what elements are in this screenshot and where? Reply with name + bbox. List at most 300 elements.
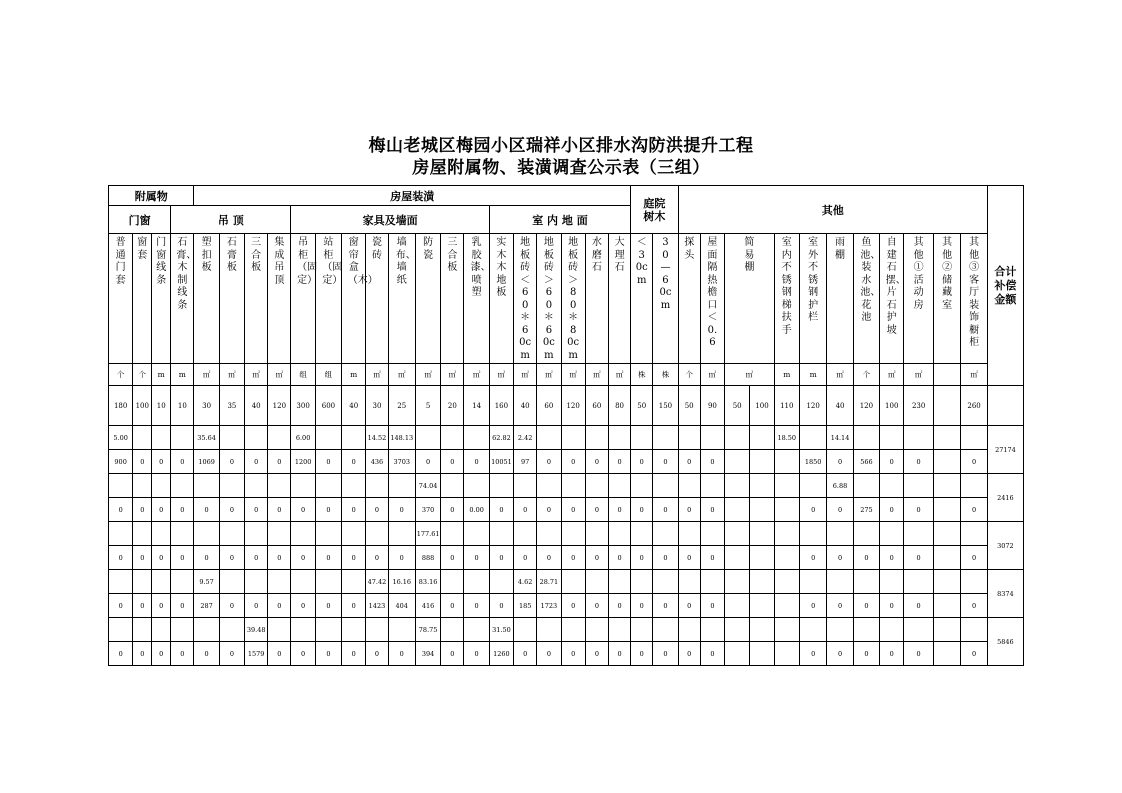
price-cell: 100	[133, 386, 152, 426]
amount-cell: 416	[415, 594, 440, 618]
qty-cell	[464, 426, 489, 450]
column-header: 室外不锈钢护栏	[799, 234, 826, 364]
column-header: 集成吊顶	[268, 234, 291, 364]
qty-cell	[700, 570, 724, 594]
qty-cell: 14.52	[366, 426, 388, 450]
amount-cell: 0	[342, 594, 366, 618]
qty-cell	[291, 618, 315, 642]
qty-cell	[152, 522, 171, 546]
qty-cell	[388, 522, 415, 546]
unit-cell: 株	[653, 364, 678, 386]
qty-cell	[342, 474, 366, 498]
amount-cell: 0	[109, 546, 133, 570]
amount-cell: 0	[315, 642, 341, 666]
unit-cell: ㎡	[700, 364, 724, 386]
group-dimian: 室 内 地 面	[489, 206, 630, 234]
qty-cell	[904, 474, 934, 498]
amount-cell: 0	[171, 546, 194, 570]
qty-cell	[464, 474, 489, 498]
qty-cell	[725, 522, 750, 546]
qty-cell	[608, 618, 630, 642]
amount-cell: 0	[152, 450, 171, 474]
qty-cell	[171, 426, 194, 450]
amount-cell: 0	[904, 450, 934, 474]
qty-cell	[853, 474, 879, 498]
amount-cell: 0	[342, 642, 366, 666]
amount-cell: 1260	[489, 642, 513, 666]
price-cell: 60	[537, 386, 561, 426]
qty-cell	[219, 474, 244, 498]
qty-cell: 47.42	[366, 570, 388, 594]
qty-cell: 28.71	[537, 570, 561, 594]
qty-cell	[961, 570, 988, 594]
qty-cell	[133, 426, 152, 450]
amount-cell: 566	[853, 450, 879, 474]
qty-cell	[561, 474, 585, 498]
column-header: 塑扣板	[194, 234, 219, 364]
price-cell: 100	[750, 386, 774, 426]
amount-cell	[774, 450, 799, 474]
group-tingyuan: 庭院树木	[631, 186, 678, 234]
price-cell: 35	[219, 386, 244, 426]
qty-cell	[342, 426, 366, 450]
unit-cell: ㎡	[388, 364, 415, 386]
unit-cell: ㎡	[961, 364, 988, 386]
unit-cell: m	[152, 364, 171, 386]
qty-cell	[415, 426, 440, 450]
qty-cell	[291, 570, 315, 594]
qty-cell	[291, 474, 315, 498]
qty-cell: 5.00	[109, 426, 133, 450]
qty-cell	[441, 570, 464, 594]
title-line-2: 房屋附属物、装潢调查公示表（三组）	[412, 158, 710, 178]
column-header: 三合板	[441, 234, 464, 364]
amount-cell: 0	[537, 546, 561, 570]
amount-cell: 0	[315, 450, 341, 474]
amount-cell: 0	[700, 498, 724, 522]
amount-cell: 0	[514, 642, 537, 666]
qty-cell	[827, 618, 853, 642]
amount-cell	[750, 498, 774, 522]
qty-cell	[194, 522, 219, 546]
qty-cell	[171, 618, 194, 642]
amount-cell: 275	[853, 498, 879, 522]
unit-cell: ㎡	[366, 364, 388, 386]
amount-cell: 0	[388, 546, 415, 570]
qty-cell	[585, 474, 608, 498]
qty-cell	[774, 522, 799, 546]
column-header: 防瓷	[415, 234, 440, 364]
qty-cell	[441, 474, 464, 498]
amount-cell: 370	[415, 498, 440, 522]
amount-cell: 0	[268, 546, 291, 570]
qty-cell	[489, 474, 513, 498]
qty-cell	[750, 522, 774, 546]
amount-cell: 0	[880, 498, 904, 522]
price-cell: 40	[514, 386, 537, 426]
qty-cell	[342, 618, 366, 642]
amount-cell: 0	[700, 594, 724, 618]
amount-cell: 0	[464, 594, 489, 618]
group-qita: 其他	[678, 186, 987, 234]
total-blank	[987, 386, 1023, 426]
qty-cell	[933, 618, 960, 642]
column-header: 乳胶漆、喷塑	[464, 234, 489, 364]
qty-cell	[152, 570, 171, 594]
qty-cell	[631, 474, 653, 498]
amount-cell: 0	[561, 642, 585, 666]
amount-cell: 0	[700, 546, 724, 570]
qty-cell	[366, 522, 388, 546]
qty-cell	[342, 522, 366, 546]
qty-cell	[608, 474, 630, 498]
amount-cell: 888	[415, 546, 440, 570]
unit-cell: ㎡	[514, 364, 537, 386]
amount-cell: 0	[388, 498, 415, 522]
amount-cell: 0	[561, 450, 585, 474]
amount-cell	[933, 546, 960, 570]
price-cell: 260	[961, 386, 988, 426]
amount-cell: 0	[827, 498, 853, 522]
amount-cell: 0	[537, 450, 561, 474]
amount-cell: 0	[268, 450, 291, 474]
amount-cell: 0	[585, 450, 608, 474]
qty-cell: 31.50	[489, 618, 513, 642]
column-header: 简易棚	[725, 234, 775, 364]
amount-cell: 0	[827, 450, 853, 474]
column-header: 瓷砖	[366, 234, 388, 364]
amount-cell: 0	[799, 498, 826, 522]
amount-cell: 1200	[291, 450, 315, 474]
unit-cell: ㎡	[880, 364, 904, 386]
qty-cell	[631, 618, 653, 642]
price-cell: 5	[415, 386, 440, 426]
amount-cell: 0	[194, 546, 219, 570]
amount-cell: 0	[904, 594, 934, 618]
qty-cell	[315, 474, 341, 498]
price-cell: 50	[725, 386, 750, 426]
unit-cell: ㎡	[608, 364, 630, 386]
qty-cell	[219, 618, 244, 642]
price-cell: 40	[827, 386, 853, 426]
amount-cell: 0	[245, 450, 268, 474]
price-cell: 160	[489, 386, 513, 426]
amount-cell: 287	[194, 594, 219, 618]
amount-cell: 0	[631, 642, 653, 666]
price-cell: 110	[774, 386, 799, 426]
qty-cell	[133, 570, 152, 594]
qty-cell	[904, 426, 934, 450]
price-cell: 25	[388, 386, 415, 426]
price-cell: 30	[366, 386, 388, 426]
price-cell: 120	[799, 386, 826, 426]
amount-cell	[774, 642, 799, 666]
unit-cell: m	[171, 364, 194, 386]
amount-cell	[725, 642, 750, 666]
qty-cell	[441, 522, 464, 546]
qty-cell	[585, 618, 608, 642]
qty-cell	[700, 474, 724, 498]
amount-cell: 900	[109, 450, 133, 474]
price-cell: 120	[268, 386, 291, 426]
amount-cell: 0	[904, 498, 934, 522]
qty-cell: 35.64	[194, 426, 219, 450]
amount-cell: 0	[315, 594, 341, 618]
column-header: 地板砖＞60＊60cm	[537, 234, 561, 364]
qty-cell	[561, 618, 585, 642]
qty-cell	[961, 618, 988, 642]
amount-cell	[725, 594, 750, 618]
price-cell: 100	[880, 386, 904, 426]
amount-cell: 0	[245, 546, 268, 570]
amount-cell: 0	[631, 450, 653, 474]
amount-cell: 0	[585, 594, 608, 618]
qty-cell	[827, 570, 853, 594]
amount-cell: 0	[464, 546, 489, 570]
qty-cell	[631, 426, 653, 450]
qty-cell	[933, 426, 960, 450]
amount-cell: 0	[961, 594, 988, 618]
qty-cell	[961, 522, 988, 546]
amount-cell: 0	[171, 594, 194, 618]
qty-cell	[219, 522, 244, 546]
qty-cell	[653, 426, 678, 450]
amount-cell: 0	[245, 498, 268, 522]
qty-cell	[853, 618, 879, 642]
qty-cell	[585, 522, 608, 546]
unit-cell: ㎡	[585, 364, 608, 386]
amount-cell	[774, 498, 799, 522]
unit-cell	[933, 364, 960, 386]
amount-cell: 0	[219, 642, 244, 666]
qty-cell: 14.14	[827, 426, 853, 450]
qty-cell	[750, 426, 774, 450]
amount-cell	[725, 450, 750, 474]
qty-cell	[678, 426, 700, 450]
qty-cell	[152, 426, 171, 450]
column-header: 30—60cm	[653, 234, 678, 364]
amount-cell: 0	[109, 498, 133, 522]
price-cell: 10	[171, 386, 194, 426]
qty-cell	[608, 570, 630, 594]
qty-cell	[194, 474, 219, 498]
qty-cell	[537, 426, 561, 450]
amount-cell: 0.00	[464, 498, 489, 522]
qty-cell	[653, 522, 678, 546]
price-cell: 80	[608, 386, 630, 426]
amount-cell: 0	[653, 450, 678, 474]
qty-cell	[608, 522, 630, 546]
qty-cell	[961, 426, 988, 450]
amount-cell: 0	[489, 546, 513, 570]
amount-cell: 0	[366, 642, 388, 666]
qty-cell	[219, 570, 244, 594]
unit-cell: 组	[291, 364, 315, 386]
qty-cell	[880, 618, 904, 642]
price-cell: 14	[464, 386, 489, 426]
qty-cell	[537, 618, 561, 642]
total-header: 合计补偿金额	[987, 186, 1023, 386]
qty-cell	[725, 570, 750, 594]
amount-cell	[750, 546, 774, 570]
household-total: 3072	[987, 522, 1023, 570]
unit-cell: ㎡	[725, 364, 775, 386]
unit-cell: m	[799, 364, 826, 386]
column-header: 室内不锈钢梯扶手	[774, 234, 799, 364]
qty-cell	[561, 570, 585, 594]
column-header: 窗套	[133, 234, 152, 364]
qty-cell	[631, 570, 653, 594]
qty-cell	[366, 474, 388, 498]
amount-cell	[774, 546, 799, 570]
group-jiaju: 家具及墙面	[291, 206, 489, 234]
amount-cell: 0	[961, 498, 988, 522]
column-header: 实木木地板	[489, 234, 513, 364]
price-cell: 90	[700, 386, 724, 426]
amount-cell: 0	[631, 498, 653, 522]
qty-cell	[514, 618, 537, 642]
amount-cell: 0	[631, 546, 653, 570]
amount-cell: 0	[678, 642, 700, 666]
qty-cell	[245, 426, 268, 450]
qty-cell	[133, 474, 152, 498]
qty-cell	[880, 570, 904, 594]
unit-cell: 个	[853, 364, 879, 386]
price-cell: 300	[291, 386, 315, 426]
amount-cell: 0	[133, 642, 152, 666]
qty-cell	[464, 618, 489, 642]
amount-cell: 0	[133, 498, 152, 522]
unit-cell: ㎡	[827, 364, 853, 386]
amount-cell: 3703	[388, 450, 415, 474]
qty-cell	[799, 474, 826, 498]
qty-cell	[678, 474, 700, 498]
amount-cell	[750, 594, 774, 618]
group-zhuanghuang: 房屋装潢	[194, 186, 631, 206]
amount-cell: 0	[342, 546, 366, 570]
amount-cell: 0	[464, 450, 489, 474]
amount-cell: 0	[961, 642, 988, 666]
qty-cell	[152, 474, 171, 498]
amount-cell: 0	[608, 546, 630, 570]
qty-cell	[268, 426, 291, 450]
qty-cell	[653, 570, 678, 594]
amount-cell: 0	[342, 498, 366, 522]
qty-cell	[315, 570, 341, 594]
amount-cell: 185	[514, 594, 537, 618]
column-header: 探头	[678, 234, 700, 364]
qty-cell	[774, 570, 799, 594]
qty-cell: 177.61	[415, 522, 440, 546]
qty-cell	[700, 522, 724, 546]
qty-cell	[653, 618, 678, 642]
qty-cell	[700, 618, 724, 642]
qty-cell: 18.50	[774, 426, 799, 450]
qty-cell	[561, 426, 585, 450]
amount-cell	[933, 594, 960, 618]
price-cell: 60	[585, 386, 608, 426]
amount-cell: 0	[880, 594, 904, 618]
amount-cell: 0	[653, 546, 678, 570]
amount-cell: 0	[366, 498, 388, 522]
amount-cell: 394	[415, 642, 440, 666]
amount-cell: 0	[441, 546, 464, 570]
qty-cell	[109, 618, 133, 642]
unit-cell: 个	[109, 364, 133, 386]
column-header: 大理石	[608, 234, 630, 364]
qty-cell	[342, 570, 366, 594]
unit-cell: ㎡	[489, 364, 513, 386]
qty-cell	[678, 618, 700, 642]
qty-cell	[464, 522, 489, 546]
qty-cell	[561, 522, 585, 546]
amount-cell: 0	[537, 498, 561, 522]
amount-cell: 0	[152, 642, 171, 666]
qty-cell	[853, 522, 879, 546]
amount-cell: 0	[561, 594, 585, 618]
qty-cell	[933, 474, 960, 498]
column-header: 石膏、木制线条	[171, 234, 194, 364]
amount-cell: 404	[388, 594, 415, 618]
qty-cell	[245, 522, 268, 546]
qty-cell	[725, 426, 750, 450]
group-fushuwu: 附属物	[109, 186, 194, 206]
amount-cell: 0	[514, 498, 537, 522]
qty-cell	[268, 522, 291, 546]
amount-cell: 10051	[489, 450, 513, 474]
qty-cell	[750, 570, 774, 594]
qty-cell	[585, 570, 608, 594]
amount-cell: 0	[880, 450, 904, 474]
unit-cell: 株	[631, 364, 653, 386]
amount-cell: 0	[585, 498, 608, 522]
amount-cell: 0	[315, 546, 341, 570]
qty-cell: 148.13	[388, 426, 415, 450]
unit-cell: m	[774, 364, 799, 386]
amount-cell: 0	[291, 642, 315, 666]
qty-cell	[774, 474, 799, 498]
column-header: 鱼池、装水池、花池	[853, 234, 879, 364]
qty-cell	[366, 618, 388, 642]
qty-cell	[653, 474, 678, 498]
amount-cell: 0	[268, 594, 291, 618]
column-header: 门窗线条	[152, 234, 171, 364]
amount-cell: 0	[678, 546, 700, 570]
amount-cell: 1423	[366, 594, 388, 618]
unit-cell: 个	[133, 364, 152, 386]
qty-cell	[268, 618, 291, 642]
amount-cell: 0	[415, 450, 440, 474]
amount-cell: 0	[799, 594, 826, 618]
column-header: 其他①活动房	[904, 234, 934, 364]
column-header: ＜30cm	[631, 234, 653, 364]
amount-cell: 0	[678, 450, 700, 474]
qty-cell	[827, 522, 853, 546]
amount-cell: 0	[133, 546, 152, 570]
column-header: 窗帘盒（木）	[342, 234, 366, 364]
amount-cell: 0	[291, 498, 315, 522]
qty-cell: 9.57	[194, 570, 219, 594]
amount-cell: 0	[700, 450, 724, 474]
amount-cell	[933, 642, 960, 666]
amount-cell: 0	[388, 642, 415, 666]
qty-cell	[133, 618, 152, 642]
unit-cell: ㎡	[268, 364, 291, 386]
qty-cell	[171, 570, 194, 594]
column-header: 其他③客厅装饰橱柜	[961, 234, 988, 364]
amount-cell: 1850	[799, 450, 826, 474]
amount-cell: 0	[489, 594, 513, 618]
